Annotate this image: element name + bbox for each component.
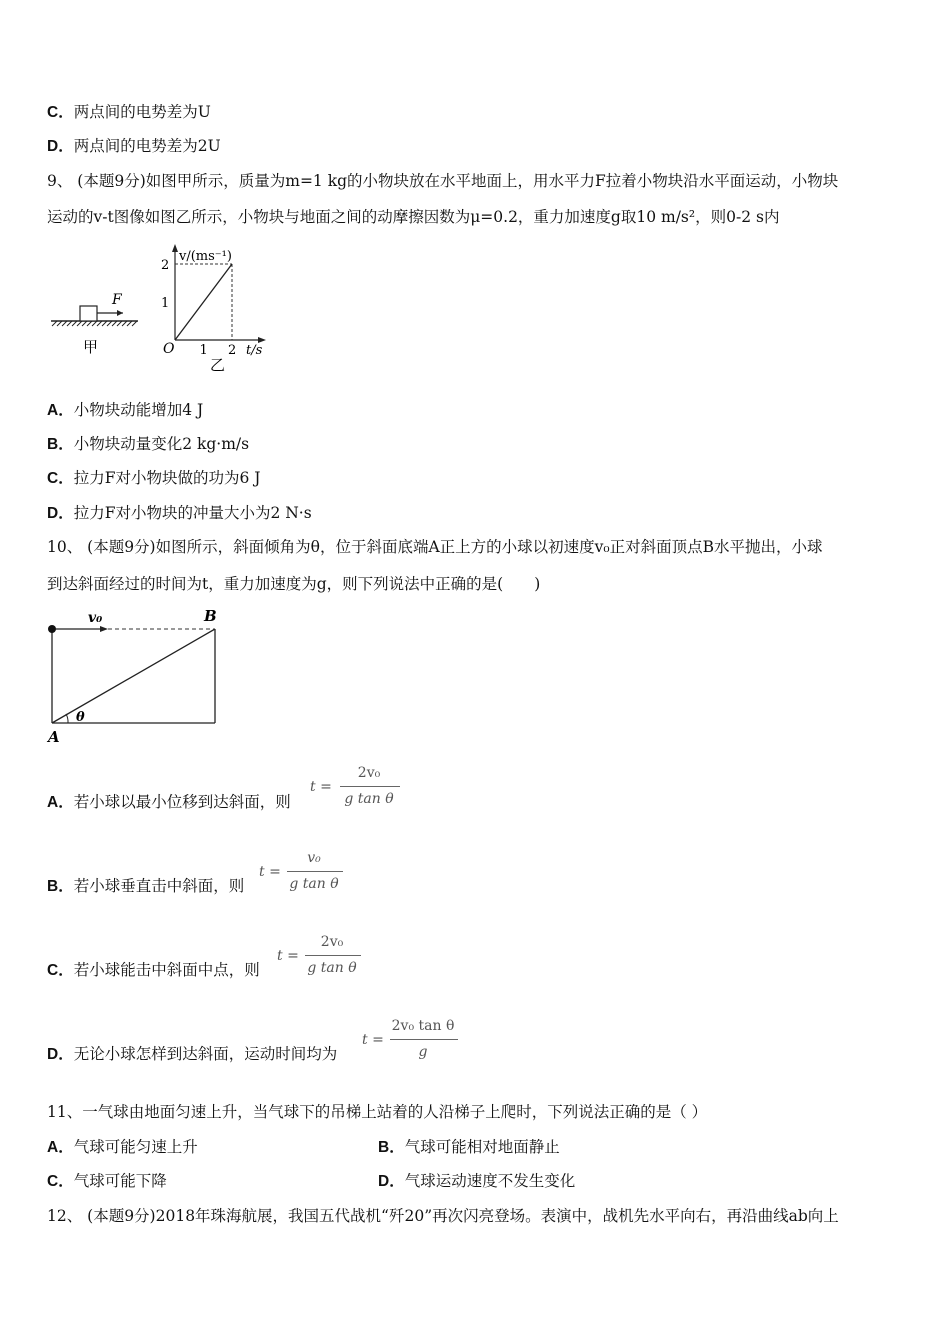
velocity-arrowhead bbox=[100, 626, 108, 632]
q8-option-c: C．两点间的电势差为U bbox=[47, 103, 211, 121]
theta-label: θ bbox=[76, 710, 85, 725]
point-b-label: B bbox=[204, 607, 217, 625]
fraction-bar bbox=[287, 871, 343, 872]
figure-yi-caption: 乙 bbox=[210, 356, 226, 374]
y-axis-label: v/(ms⁻¹) bbox=[179, 249, 232, 264]
q10-option-b: B．若小球垂直击中斜面，则 bbox=[47, 877, 245, 895]
q11-option-d: D．气球运动速度不发生变化 bbox=[378, 1172, 576, 1190]
q10-stem-line2: 到达斜面经过的时间为t，重力加速度为g，则下列说法中正确的是( ) bbox=[47, 575, 541, 593]
fraction-bar bbox=[340, 786, 400, 787]
q10-formula-a: t = 2v₀ g tan θ bbox=[310, 765, 400, 815]
q9-figure-jia bbox=[48, 288, 143, 360]
q9-stem-line1: 9、 (本题9分)如图甲所示，质量为m=1 kg的小物块放在水平地面上，用水平力F拉着小物块沿水平面运动，小物块 bbox=[47, 172, 839, 190]
x-axis-label: t/s bbox=[246, 343, 263, 358]
q10-formula-d: t = 2v₀ tan θ g bbox=[362, 1018, 462, 1068]
q11-stem: 11、一气球由地面匀速上升，当气球下的吊梯上站着的人沿梯子上爬时，下列说法正确的是（ ） bbox=[47, 1103, 708, 1121]
q10-formula-c: t = 2v₀ g tan θ bbox=[277, 934, 367, 984]
q10-stem-line1: 10、 (本题9分)如图所示，斜面倾角为θ，位于斜面底端A正上方的小球以初速度v₀正对斜面顶点B水平抛出，小球 bbox=[47, 538, 823, 556]
vt-series-line bbox=[175, 264, 232, 340]
q9-option-c: C．拉力F对小物块做的功为6 J bbox=[47, 469, 261, 487]
point-a-label: A bbox=[48, 728, 60, 746]
q9-option-b: B．小物块动量变化2 kg·m/s bbox=[47, 435, 250, 453]
y-axis-arrow bbox=[172, 244, 178, 252]
q11-option-c: C．气球可能下降 bbox=[47, 1172, 167, 1190]
origin-label: O bbox=[163, 341, 175, 357]
fraction-bar bbox=[305, 955, 361, 956]
y-tick-1: 1 bbox=[161, 296, 170, 311]
v0-label: v₀ bbox=[88, 610, 103, 626]
q10-option-a: A．若小球以最小位移到达斜面，则 bbox=[47, 793, 291, 811]
fraction-bar bbox=[390, 1039, 458, 1040]
x-tick-2: 2 bbox=[228, 343, 237, 358]
figure-jia-caption: 甲 bbox=[83, 338, 99, 356]
q9-option-a: A．小物块动能增加4 J bbox=[47, 401, 204, 419]
angle-arc bbox=[66, 714, 68, 723]
q12-stem-line1: 12、 (本题9分)2018年珠海航展，我国五代战机“歼20”再次闪亮登场。表演中，战机先水平向右，再沿曲线ab向上 bbox=[47, 1207, 839, 1225]
q9-stem-line2: 运动的v-t图像如图乙所示，小物块与地面之间的动摩擦因数为μ=0.2，重力加速度g取10 m/s²，则0-2 s内 bbox=[47, 208, 780, 226]
ball bbox=[48, 625, 56, 633]
q10-formula-b: t = v₀ g tan θ bbox=[259, 850, 349, 900]
q8-option-d: D．两点间的电势差为2U bbox=[47, 137, 221, 155]
y-tick-2: 2 bbox=[161, 258, 170, 273]
q9-option-d: D．拉力F对小物块的冲量大小为2 N·s bbox=[47, 504, 312, 522]
q10-option-c: C．若小球能击中斜面中点，则 bbox=[47, 961, 260, 979]
q9-figure-yi-chart bbox=[150, 240, 275, 375]
x-tick-1: 1 bbox=[199, 343, 208, 358]
force-label: F bbox=[112, 292, 122, 308]
force-arrowhead bbox=[117, 310, 123, 316]
q10-figure-incline bbox=[44, 603, 229, 748]
q11-option-a: A．气球可能匀速上升 bbox=[47, 1138, 198, 1156]
incline-surface bbox=[52, 629, 215, 723]
q11-option-b: B．气球可能相对地面静止 bbox=[378, 1138, 560, 1156]
block bbox=[80, 306, 97, 321]
q10-option-d: D．无论小球怎样到达斜面，运动时间均为 bbox=[47, 1045, 338, 1063]
